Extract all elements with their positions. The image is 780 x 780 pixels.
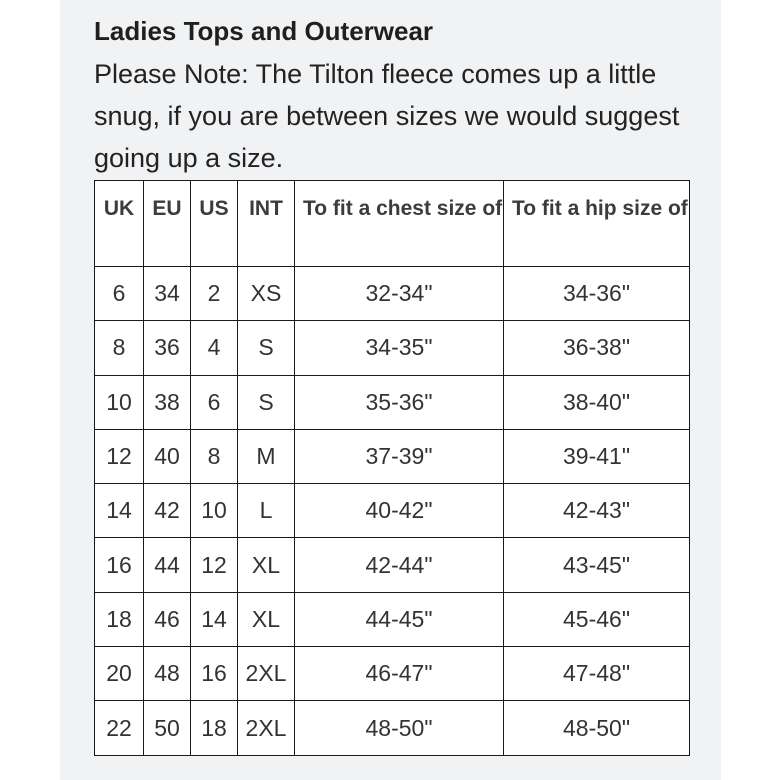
- cell-eu: 50: [144, 701, 191, 755]
- cell-uk: 22: [95, 701, 144, 755]
- table-row: [95, 701, 690, 755]
- cell-int: L: [238, 484, 295, 538]
- table-body: [95, 267, 690, 756]
- table-header-row: [95, 181, 690, 267]
- cell-int: 2XL: [238, 647, 295, 701]
- cell-eu: 40: [144, 429, 191, 483]
- cell-us: 12: [191, 538, 238, 592]
- cell-us: 16: [191, 647, 238, 701]
- cell-int: XL: [238, 592, 295, 646]
- cell-int: XL: [238, 538, 295, 592]
- header-eu: EU: [144, 181, 191, 267]
- cell-chest: 35-36": [295, 375, 504, 429]
- table-row: [95, 375, 690, 429]
- cell-int: S: [238, 375, 295, 429]
- cell-hip: 48-50": [504, 701, 690, 755]
- cell-eu: 38: [144, 375, 191, 429]
- table-row: [95, 538, 690, 592]
- page-title: Ladies Tops and Outerwear: [94, 16, 434, 46]
- table-row: [95, 429, 690, 483]
- table-row: [95, 592, 690, 646]
- cell-uk: 10: [95, 375, 144, 429]
- cell-hip: 42-43": [504, 484, 690, 538]
- cell-hip: 34-36": [504, 267, 690, 321]
- cell-hip: 38-40": [504, 375, 690, 429]
- cell-us: 4: [191, 321, 238, 375]
- cell-eu: 48: [144, 647, 191, 701]
- cell-uk: 16: [95, 538, 144, 592]
- cell-hip: 39-41": [504, 429, 690, 483]
- cell-int: S: [238, 321, 295, 375]
- cell-hip: 43-45": [504, 538, 690, 592]
- cell-chest: 48-50": [295, 701, 504, 755]
- cell-eu: 44: [144, 538, 191, 592]
- cell-hip: 45-46": [504, 592, 690, 646]
- cell-chest: 42-44": [295, 538, 504, 592]
- cell-us: 18: [191, 701, 238, 755]
- cell-chest: 34-35": [295, 321, 504, 375]
- header-us: US: [191, 181, 238, 267]
- cell-uk: 18: [95, 592, 144, 646]
- cell-uk: 20: [95, 647, 144, 701]
- table-row: [95, 484, 690, 538]
- header-chest: To fit a chest size of: [295, 181, 504, 267]
- cell-uk: 6: [95, 267, 144, 321]
- cell-chest: 46-47": [295, 647, 504, 701]
- cell-chest: 37-39": [295, 429, 504, 483]
- cell-eu: 36: [144, 321, 191, 375]
- cell-int: XS: [238, 267, 295, 321]
- cell-us: 2: [191, 267, 238, 321]
- cell-uk: 8: [95, 321, 144, 375]
- cell-int: M: [238, 429, 295, 483]
- cell-uk: 14: [95, 484, 144, 538]
- sizing-note: Please Note: The Tilton fleece comes up a little snug, if you are between sizes we would suggest going up a size.: [94, 59, 680, 173]
- table-row: [95, 321, 690, 375]
- header-hip: To fit a hip size of: [504, 181, 690, 267]
- cell-eu: 42: [144, 484, 191, 538]
- table-row: [95, 267, 690, 321]
- cell-int: 2XL: [238, 701, 295, 755]
- cell-uk: 12: [95, 429, 144, 483]
- cell-chest: 32-34": [295, 267, 504, 321]
- cell-eu: 46: [144, 592, 191, 646]
- cell-us: 8: [191, 429, 238, 483]
- table-row: [95, 647, 690, 701]
- cell-us: 6: [191, 375, 238, 429]
- cell-hip: 47-48": [504, 647, 690, 701]
- cell-us: 10: [191, 484, 238, 538]
- cell-chest: 40-42": [295, 484, 504, 538]
- size-chart-table: [94, 180, 690, 756]
- cell-hip: 36-38": [504, 321, 690, 375]
- header-uk: UK: [95, 181, 144, 267]
- header-int: INT: [238, 181, 295, 267]
- cell-us: 14: [191, 592, 238, 646]
- cell-chest: 44-45": [295, 592, 504, 646]
- cell-eu: 34: [144, 267, 191, 321]
